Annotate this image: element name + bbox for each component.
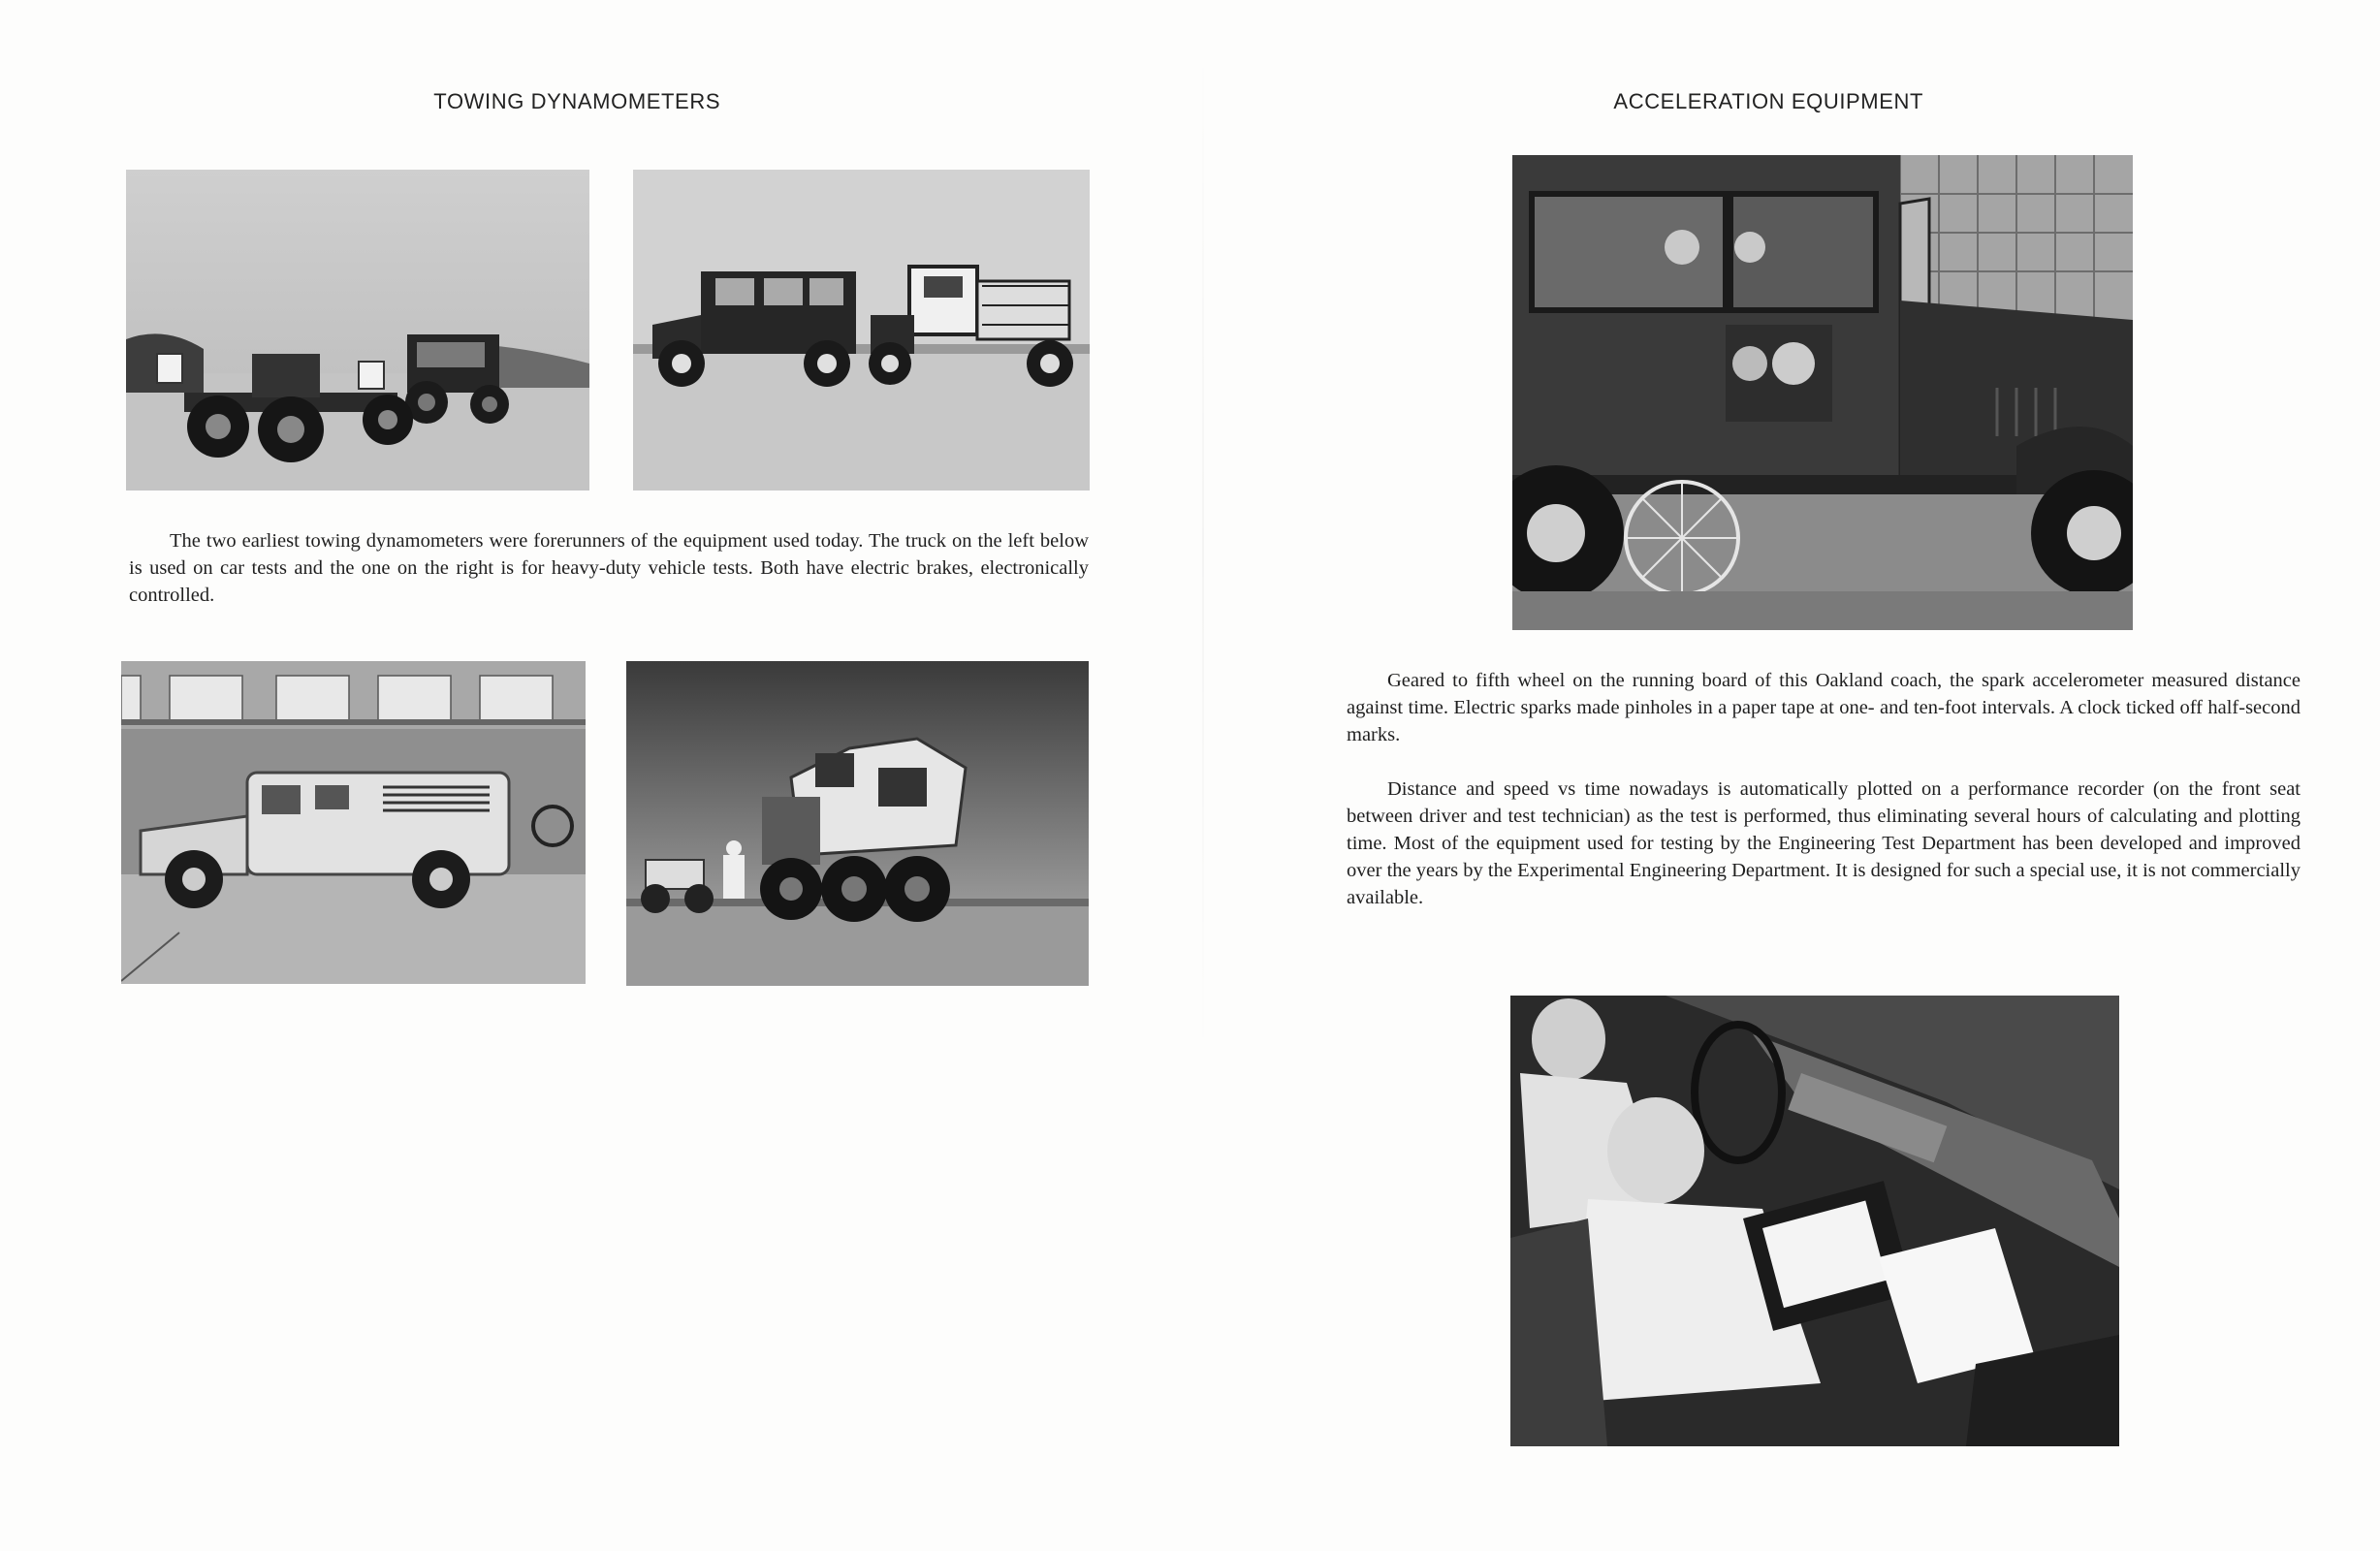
towing-dynamometers-caption [129, 527, 1089, 609]
acceleration-equipment-text [1347, 667, 2301, 911]
spark-accelerometer-paragraph: Geared to fifth wheel on the running board of this Oakland coach, the spark accelerometer measured distance against time. Electric sparks made pinholes in a paper tape at one- and ten-foot intervals. A clock ticked off half-second marks. [1347, 670, 2301, 745]
right-page [1204, 0, 2380, 1551]
caption-paragraph: The two earliest towing dynamometers were forerunners of the equipment used today. The truck on the left below is used on car tests and the one on the right is for heavy-duty vehicle tests. Both have electric brakes, electronically controlled. [129, 530, 1089, 606]
sedan-and-dynamometer-truck-photo [633, 170, 1090, 491]
early-chassis-dynamometer-photo [126, 170, 589, 491]
towing-dynamometers-heading: TOWING DYNAMOMETERS [433, 89, 721, 113]
panel-truck-dynamometer-photo [121, 661, 586, 984]
performance-recorder-paragraph: Distance and speed vs time nowadays is automatically plotted on a performance recorder (on the front seat between driver and test technician) as the test is performed, thus eliminating several hours of calculating and plotting time. Most of the equipment used for testing by the Engineering Test Department has been developed and improved over the years by the Experimental Engineering Department. It is designed for such a special use, it is not commercially available. [1347, 778, 2301, 908]
performance-recorder-in-car-photo [1510, 996, 2119, 1446]
heavy-dump-truck-test-photo [626, 661, 1089, 986]
oakland-coach-fifth-wheel-photo [1512, 155, 2133, 630]
acceleration-equipment-heading: ACCELERATION EQUIPMENT [1613, 89, 1924, 113]
